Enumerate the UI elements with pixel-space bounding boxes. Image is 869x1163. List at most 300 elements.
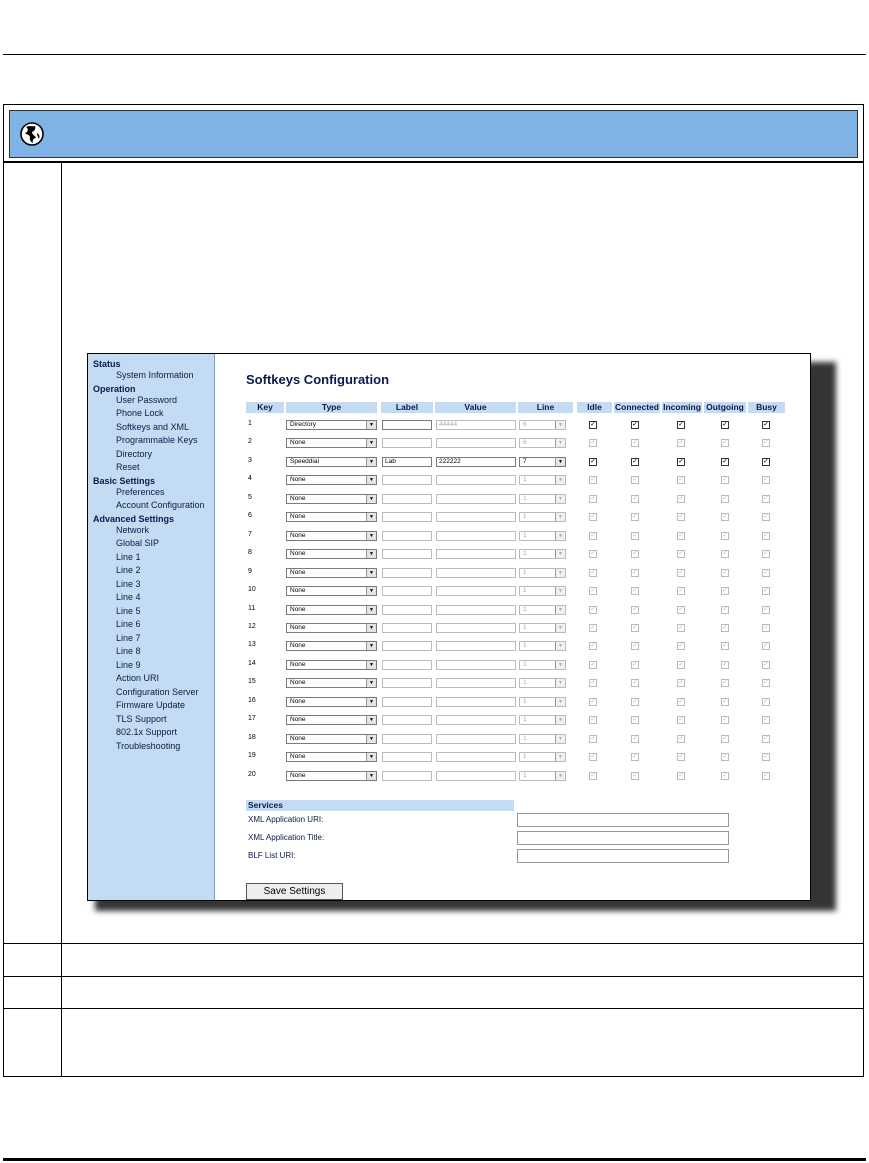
- value-input[interactable]: [436, 697, 516, 707]
- state-checkbox[interactable]: ✓: [678, 439, 684, 447]
- line-select[interactable]: [519, 549, 566, 559]
- sidebar-item[interactable]: Phone Lock: [116, 408, 164, 419]
- state-checkbox[interactable]: ✓: [678, 753, 684, 761]
- state-checkbox[interactable]: ✓: [722, 753, 728, 761]
- line-select-value: 1: [523, 734, 527, 742]
- label-input[interactable]: [382, 531, 432, 541]
- line-select[interactable]: [519, 605, 566, 615]
- chevron-down-icon: ▼: [366, 532, 376, 540]
- state-checkbox[interactable]: ✓: [590, 494, 596, 502]
- key-number: 15: [248, 678, 256, 686]
- type-select[interactable]: [286, 549, 377, 559]
- services-heading: Services: [246, 800, 514, 811]
- chevron-down-icon: ▼: [555, 679, 565, 687]
- state-checkbox[interactable]: ✓: [763, 494, 769, 502]
- type-select[interactable]: [286, 623, 377, 633]
- state-checkbox[interactable]: ✓: [678, 679, 684, 687]
- state-checkbox[interactable]: ✓: [632, 494, 638, 502]
- chevron-down-icon: ▼: [366, 476, 376, 484]
- sidebar-item[interactable]: 802.1x Support: [116, 727, 178, 738]
- line-select-value: 1: [523, 568, 527, 576]
- state-checkbox[interactable]: ✓: [722, 642, 728, 650]
- state-checkbox[interactable]: ✓: [590, 771, 596, 779]
- line-select[interactable]: [519, 678, 566, 688]
- line-select[interactable]: [519, 457, 566, 467]
- line-select[interactable]: [519, 531, 566, 541]
- sidebar-item[interactable]: Line 9: [116, 659, 141, 670]
- key-number: 4: [248, 475, 252, 483]
- line-select[interactable]: [519, 734, 566, 744]
- label-input[interactable]: [382, 438, 432, 448]
- chevron-down-icon: ▼: [366, 606, 376, 614]
- column-header: Line: [518, 402, 573, 413]
- type-select-value: None: [290, 494, 306, 502]
- label-input[interactable]: [382, 678, 432, 688]
- sidebar-item[interactable]: Line 8: [116, 646, 141, 657]
- note-banner: [3, 104, 864, 162]
- state-checkbox[interactable]: ✓: [632, 623, 638, 631]
- key-number: 5: [248, 493, 252, 501]
- key-number: 19: [248, 752, 256, 760]
- line-select-value: 1: [523, 476, 527, 484]
- key-number: 8: [248, 549, 252, 557]
- state-checkbox[interactable]: ✓: [722, 734, 728, 742]
- state-checkbox[interactable]: ✓: [632, 457, 638, 465]
- value-input[interactable]: [436, 531, 516, 541]
- chevron-down-icon: ▼: [366, 587, 376, 595]
- label-input[interactable]: [382, 568, 432, 578]
- chevron-down-icon: ▼: [366, 513, 376, 521]
- value-input[interactable]: [436, 771, 516, 781]
- save-settings-button[interactable]: Save Settings: [246, 883, 343, 900]
- sidebar-item[interactable]: Network: [116, 524, 150, 535]
- value-input[interactable]: [436, 623, 516, 633]
- key-number: 13: [248, 641, 256, 649]
- sidebar-item[interactable]: Troubleshooting: [116, 740, 181, 751]
- chevron-down-icon: ▼: [555, 550, 565, 558]
- value-input[interactable]: [436, 715, 516, 725]
- state-checkbox[interactable]: ✓: [763, 605, 769, 613]
- value-input[interactable]: [436, 586, 516, 596]
- type-select-value: None: [290, 716, 306, 724]
- line-select-value: 1: [523, 679, 527, 687]
- state-checkbox[interactable]: ✓: [763, 697, 769, 705]
- chevron-down-icon: ▼: [366, 661, 376, 669]
- state-checkbox[interactable]: ✓: [722, 716, 728, 724]
- type-select[interactable]: [286, 641, 377, 651]
- line-select[interactable]: [519, 697, 566, 707]
- line-select[interactable]: [519, 660, 566, 670]
- value-input[interactable]: [436, 660, 516, 670]
- type-select-value: None: [290, 642, 306, 650]
- line-select[interactable]: [519, 771, 566, 781]
- chevron-down-icon: ▼: [366, 439, 376, 447]
- state-checkbox[interactable]: ✓: [590, 439, 596, 447]
- key-number: 10: [248, 586, 256, 594]
- label-input[interactable]: [382, 512, 432, 522]
- state-checkbox[interactable]: ✓: [763, 771, 769, 779]
- state-checkbox[interactable]: ✓: [632, 531, 638, 539]
- label-input[interactable]: [382, 475, 432, 485]
- state-checkbox[interactable]: ✓: [722, 513, 728, 521]
- line-select-value: 6: [523, 439, 527, 447]
- sidebar-item[interactable]: Action URI: [116, 673, 160, 684]
- step-row: [4, 943, 863, 976]
- state-checkbox[interactable]: ✓: [722, 421, 728, 428]
- type-select[interactable]: [286, 660, 377, 670]
- state-checkbox[interactable]: ✓: [632, 605, 638, 613]
- state-checkbox[interactable]: ✓: [722, 587, 728, 595]
- type-select-value: None: [290, 679, 306, 687]
- type-select-value: None: [290, 568, 306, 576]
- type-select[interactable]: [286, 697, 377, 707]
- state-checkbox[interactable]: ✓: [763, 531, 769, 539]
- label-input[interactable]: [382, 641, 432, 651]
- type-select[interactable]: [286, 420, 377, 430]
- type-select[interactable]: [286, 715, 377, 725]
- chevron-down-icon: ▼: [555, 495, 565, 503]
- state-checkbox[interactable]: ✓: [632, 642, 638, 650]
- sidebar-item[interactable]: Global SIP: [116, 538, 160, 549]
- state-checkbox[interactable]: ✓: [590, 753, 596, 761]
- value-input[interactable]: 44444: [436, 420, 516, 430]
- state-checkbox[interactable]: ✓: [763, 476, 769, 484]
- line-select-value: 1: [523, 697, 527, 705]
- state-checkbox[interactable]: ✓: [722, 531, 728, 539]
- label-input[interactable]: [382, 771, 432, 781]
- state-checkbox[interactable]: ✓: [763, 753, 769, 761]
- state-checkbox[interactable]: ✓: [722, 623, 728, 631]
- state-checkbox[interactable]: ✓: [632, 660, 638, 668]
- line-select[interactable]: [519, 475, 566, 485]
- key-number: 9: [248, 567, 252, 575]
- state-checkbox[interactable]: ✓: [590, 623, 596, 631]
- label-input[interactable]: [382, 494, 432, 504]
- chevron-down-icon: ▼: [555, 753, 565, 761]
- line-select[interactable]: [519, 438, 566, 448]
- state-checkbox[interactable]: ✓: [763, 660, 769, 668]
- chevron-down-icon: ▼: [555, 421, 565, 429]
- state-checkbox[interactable]: ✓: [590, 679, 596, 687]
- chevron-down-icon: ▼: [366, 458, 376, 466]
- service-input[interactable]: [517, 813, 729, 827]
- line-select-value: 1: [523, 550, 527, 558]
- header-rule: [3, 54, 866, 55]
- value-input[interactable]: [436, 512, 516, 522]
- sidebar-group-heading[interactable]: Advanced Settings: [93, 513, 175, 524]
- value-input[interactable]: [436, 475, 516, 485]
- state-checkbox[interactable]: ✓: [763, 587, 769, 595]
- chevron-down-icon: ▼: [366, 569, 376, 577]
- key-number: 17: [248, 715, 256, 723]
- label-input[interactable]: [382, 660, 432, 670]
- line-select[interactable]: [519, 568, 566, 578]
- state-checkbox[interactable]: ✓: [632, 753, 638, 761]
- state-checkbox[interactable]: ✓: [632, 716, 638, 724]
- value-input[interactable]: [436, 438, 516, 448]
- chevron-down-icon: ▼: [366, 716, 376, 724]
- state-checkbox[interactable]: ✓: [590, 568, 596, 576]
- state-checkbox[interactable]: ✓: [722, 494, 728, 502]
- state-checkbox[interactable]: ✓: [678, 605, 684, 613]
- sidebar-item[interactable]: Line 1: [116, 551, 141, 562]
- state-checkbox[interactable]: ✓: [763, 550, 769, 558]
- label-input[interactable]: [382, 586, 432, 596]
- state-checkbox[interactable]: ✓: [678, 457, 684, 465]
- sidebar-group-heading[interactable]: Basic Settings: [93, 475, 156, 486]
- label-input[interactable]: [382, 734, 432, 744]
- sidebar-item[interactable]: Line 3: [116, 578, 141, 589]
- line-select-value: 1: [523, 605, 527, 613]
- key-number: 3: [248, 456, 252, 464]
- line-select[interactable]: [519, 586, 566, 596]
- line-select-value: 1: [523, 660, 527, 668]
- sidebar-item[interactable]: Line 5: [116, 605, 141, 616]
- label-input[interactable]: [382, 605, 432, 615]
- column-header: Outgoing: [704, 402, 746, 413]
- state-checkbox[interactable]: ✓: [678, 771, 684, 779]
- state-checkbox[interactable]: ✓: [590, 550, 596, 558]
- line-select[interactable]: [519, 420, 566, 430]
- column-header: Incoming: [663, 402, 701, 412]
- chevron-down-icon: ▼: [555, 513, 565, 521]
- web-ui-screenshot: [87, 353, 811, 901]
- type-select-value: None: [290, 439, 306, 447]
- state-checkbox[interactable]: ✓: [632, 550, 638, 558]
- value-input[interactable]: [436, 641, 516, 651]
- state-checkbox[interactable]: ✓: [678, 531, 684, 539]
- state-checkbox[interactable]: ✓: [763, 568, 769, 576]
- sidebar-item[interactable]: Preferences: [116, 486, 165, 497]
- state-checkbox[interactable]: ✓: [678, 421, 684, 428]
- line-select-value: 1: [523, 753, 527, 761]
- label-input[interactable]: [382, 623, 432, 633]
- sidebar-item[interactable]: User Password: [116, 394, 178, 405]
- column-header: Label: [381, 402, 433, 413]
- state-checkbox[interactable]: ✓: [722, 457, 728, 465]
- sidebar-item[interactable]: Account Configuration: [116, 500, 205, 511]
- chevron-down-icon: ▼: [555, 735, 565, 743]
- label-input[interactable]: Lab: [382, 457, 432, 467]
- state-checkbox[interactable]: ✓: [632, 439, 638, 447]
- key-number: 6: [248, 512, 252, 520]
- sidebar-item[interactable]: Reset: [116, 462, 140, 473]
- state-checkbox[interactable]: ✓: [632, 587, 638, 595]
- chevron-down-icon: ▼: [555, 476, 565, 484]
- chevron-down-icon: ▼: [366, 735, 376, 743]
- type-select[interactable]: [286, 512, 377, 522]
- step-row: [4, 1008, 863, 1076]
- state-checkbox[interactable]: ✓: [632, 421, 638, 428]
- state-checkbox[interactable]: ✓: [678, 568, 684, 576]
- state-checkbox[interactable]: ✓: [590, 697, 596, 705]
- label-input[interactable]: [382, 752, 432, 762]
- value-input[interactable]: [436, 494, 516, 504]
- type-select[interactable]: [286, 752, 377, 762]
- sidebar-group-heading[interactable]: Operation: [93, 383, 136, 394]
- state-checkbox[interactable]: ✓: [763, 734, 769, 742]
- value-input[interactable]: [436, 605, 516, 615]
- column-header: Key: [246, 402, 284, 413]
- state-checkbox[interactable]: ✓: [722, 679, 728, 687]
- key-number: 14: [248, 659, 256, 667]
- key-number: 18: [248, 733, 256, 741]
- chevron-down-icon: ▼: [555, 532, 565, 540]
- state-checkbox[interactable]: ✓: [590, 734, 596, 742]
- state-checkbox[interactable]: ✓: [678, 660, 684, 668]
- state-checkbox[interactable]: ✓: [722, 697, 728, 705]
- sidebar-item[interactable]: System Information: [116, 370, 194, 381]
- state-checkbox[interactable]: ✓: [632, 679, 638, 687]
- line-select[interactable]: [519, 715, 566, 725]
- state-checkbox[interactable]: ✓: [632, 568, 638, 576]
- state-checkbox[interactable]: ✓: [763, 513, 769, 521]
- state-checkbox[interactable]: ✓: [590, 605, 596, 613]
- service-input[interactable]: [517, 831, 729, 845]
- type-select-value: None: [290, 734, 306, 742]
- column-header: Idle: [577, 402, 612, 413]
- state-checkbox[interactable]: ✓: [763, 623, 769, 631]
- type-select[interactable]: [286, 438, 377, 448]
- line-select[interactable]: [519, 494, 566, 504]
- state-checkbox[interactable]: ✓: [590, 421, 596, 428]
- column-header: Connected: [615, 402, 659, 412]
- sidebar-item[interactable]: Line 7: [116, 632, 141, 643]
- line-select[interactable]: [519, 623, 566, 633]
- state-checkbox[interactable]: ✓: [678, 623, 684, 631]
- chevron-down-icon: ▼: [555, 661, 565, 669]
- type-select-value: None: [290, 513, 306, 521]
- state-checkbox[interactable]: ✓: [590, 531, 596, 539]
- sidebar-item[interactable]: Line 6: [116, 619, 141, 630]
- sidebar-group-heading[interactable]: Status: [93, 359, 121, 369]
- type-select[interactable]: [286, 771, 377, 781]
- state-checkbox[interactable]: ✓: [722, 660, 728, 668]
- state-checkbox[interactable]: ✓: [632, 476, 638, 484]
- chevron-down-icon: ▼: [366, 642, 376, 650]
- state-checkbox[interactable]: ✓: [678, 513, 684, 521]
- banner-bar: [9, 110, 858, 158]
- state-checkbox[interactable]: ✓: [590, 587, 596, 595]
- type-select[interactable]: [286, 568, 377, 578]
- type-select-value: None: [290, 605, 306, 613]
- state-checkbox[interactable]: ✓: [590, 642, 596, 650]
- line-select[interactable]: [519, 752, 566, 762]
- state-checkbox[interactable]: ✓: [632, 734, 638, 742]
- line-select-value: 1: [523, 531, 527, 539]
- chevron-down-icon: ▼: [366, 624, 376, 632]
- sidebar-item[interactable]: Softkeys and XML: [116, 421, 190, 432]
- sidebar-item[interactable]: Configuration Server: [116, 686, 199, 697]
- value-input[interactable]: [436, 752, 516, 762]
- type-select[interactable]: [286, 734, 377, 744]
- type-select[interactable]: [286, 605, 377, 615]
- state-checkbox[interactable]: ✓: [678, 494, 684, 502]
- state-checkbox[interactable]: ✓: [763, 679, 769, 687]
- type-select-value: None: [290, 753, 306, 761]
- type-select-value: None: [290, 550, 306, 558]
- type-select-value: None: [290, 771, 306, 779]
- key-number: 16: [248, 696, 256, 704]
- chevron-down-icon: ▼: [555, 642, 565, 650]
- type-select[interactable]: [286, 475, 377, 485]
- state-checkbox[interactable]: ✓: [678, 697, 684, 705]
- state-checkbox[interactable]: ✓: [590, 716, 596, 724]
- state-checkbox[interactable]: ✓: [590, 660, 596, 668]
- state-checkbox[interactable]: ✓: [632, 513, 638, 521]
- service-label: XML Application Title:: [248, 833, 325, 842]
- value-input[interactable]: 222222: [436, 457, 516, 467]
- line-select[interactable]: [519, 641, 566, 651]
- label-input[interactable]: [382, 697, 432, 707]
- state-checkbox[interactable]: ✓: [722, 439, 728, 447]
- state-checkbox[interactable]: ✓: [678, 734, 684, 742]
- state-checkbox[interactable]: ✓: [678, 550, 684, 558]
- page-title: Softkeys Configuration: [246, 372, 390, 387]
- service-label: BLF List URI:: [248, 851, 296, 860]
- state-checkbox[interactable]: ✓: [722, 476, 728, 484]
- value-input[interactable]: [436, 678, 516, 688]
- type-select[interactable]: [286, 678, 377, 688]
- state-checkbox[interactable]: ✓: [722, 771, 728, 779]
- key-number: 20: [248, 770, 256, 778]
- state-checkbox[interactable]: ✓: [763, 439, 769, 447]
- type-select[interactable]: [286, 457, 377, 467]
- type-select[interactable]: [286, 531, 377, 541]
- state-checkbox[interactable]: ✓: [590, 457, 596, 465]
- label-input[interactable]: [382, 549, 432, 559]
- key-number: 12: [248, 622, 256, 630]
- sidebar-item[interactable]: Line 4: [116, 592, 141, 603]
- sidebar-item[interactable]: Firmware Update: [116, 700, 186, 711]
- value-input[interactable]: [436, 568, 516, 578]
- state-checkbox[interactable]: ✓: [722, 605, 728, 613]
- value-input[interactable]: [436, 549, 516, 559]
- line-select[interactable]: [519, 512, 566, 522]
- state-checkbox[interactable]: ✓: [678, 642, 684, 650]
- footer-rule: [3, 1158, 866, 1161]
- type-select[interactable]: [286, 586, 377, 596]
- chevron-down-icon: ▼: [555, 716, 565, 724]
- sidebar-item[interactable]: Directory: [116, 448, 153, 459]
- value-input[interactable]: [436, 734, 516, 744]
- state-checkbox[interactable]: ✓: [763, 642, 769, 650]
- chevron-down-icon: ▼: [366, 679, 376, 687]
- state-checkbox[interactable]: ✓: [632, 771, 638, 779]
- service-input[interactable]: [517, 849, 729, 863]
- state-checkbox[interactable]: ✓: [763, 421, 769, 428]
- label-input[interactable]: [382, 420, 432, 430]
- state-checkbox[interactable]: ✓: [763, 457, 769, 465]
- line-select-value: 1: [523, 513, 527, 521]
- sidebar-item[interactable]: TLS Support: [116, 713, 167, 724]
- state-checkbox[interactable]: ✓: [632, 697, 638, 705]
- sidebar-item[interactable]: Line 2: [116, 565, 141, 576]
- type-select[interactable]: [286, 494, 377, 504]
- state-checkbox[interactable]: ✓: [678, 587, 684, 595]
- state-checkbox[interactable]: ✓: [722, 550, 728, 558]
- state-checkbox[interactable]: ✓: [678, 476, 684, 484]
- sidebar-item[interactable]: Programmable Keys: [116, 435, 198, 446]
- state-checkbox[interactable]: ✓: [722, 568, 728, 576]
- type-select-value: Speeddial: [290, 457, 319, 465]
- state-checkbox[interactable]: ✓: [763, 716, 769, 724]
- globe-icon: [20, 122, 44, 146]
- state-checkbox[interactable]: ✓: [678, 716, 684, 724]
- state-checkbox[interactable]: ✓: [590, 476, 596, 484]
- state-checkbox[interactable]: ✓: [590, 513, 596, 521]
- label-input[interactable]: [382, 715, 432, 725]
